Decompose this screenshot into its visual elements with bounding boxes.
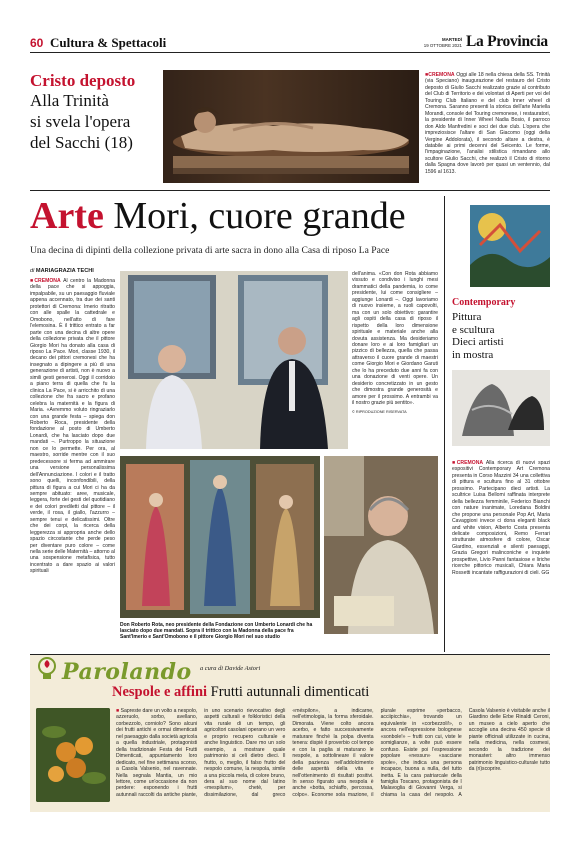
sidebar-headline-line-4: in mostra <box>452 348 494 361</box>
mori-portrait-photo <box>120 271 348 449</box>
sidebar-body <box>452 460 550 648</box>
mori-studio-photo <box>324 456 438 634</box>
column-byline: a cura di Davide Astori <box>200 665 261 672</box>
sidebar-sculpture-photo <box>452 370 550 446</box>
main-headline-rest: Mori, cuore grande <box>113 195 406 237</box>
main-headline <box>30 194 406 238</box>
main-body-col-1 <box>30 278 115 652</box>
column-body <box>116 708 550 808</box>
main-body-text-1: Al centro la Madonna della pace che si appoggia, impalpabile, su un paesaggio fluviale appena accennato, tra due dei santi protettori di Cremona: Imerio ritratto con alle spalle la cattedrale e Omobono, nell'atto di fare l'elemosina. È il trittico entrato a far parte con una decina di altre opere della collezione privata che il pittore Giorgio Mori ha donato alla casa di riposo La Pace. Mori, classe 1930, il decano dei pittori cremonesi che ha insegnato a dipingere a più di una generazione di artisti, non è nuovo a simili gesti generosi. Oggi il corridoio a piano terra di quella che fu la clinica La Pace, si è arricchito di una collezione che fra sacro e profano celebra la maternità e la figura di Maria. «Avremmo voluto ringraziarlo con una grande festa – spiega don Roberto Roca, presidente della fondazione al posto di Umberto Lonardi, che ha lasciato dopo due mandati –. Purtroppo la situazione non ce lo permette. Per ora, al maestro, sorride mentre con il suo predecessore si ferma ad ammirare una versione personalissima dell'Annunciazione. I colori e il tratto sono quelli, inconfondibili, della pittura di figura a cui Mori ci ha da sempre abituato: aree, musicale, leggera, forte dei gesti del quotidiano e dei colori prediletti dal pittore – il verde, il rosa, il giallo, l'azzurro – sempre tenui e delicatissimi. Oltre che dei corpi, la ricerca della leggerezza si appropria anche dello spazio circostante che perde peso per diventare puro colore – come nella serie delle Maternità – attorno al una sospensione metafisica, tutto incentrato a dare spazio ai valori spirituali <box>30 278 115 575</box>
main-subhead: Una decina di dipinti della collezione privata di arte sacra in dono alla Casa di riposo La Pace <box>30 245 390 256</box>
main-byline <box>30 268 94 274</box>
parolando-logo-word: Parolando <box>62 658 192 685</box>
nespole-photo <box>36 708 110 802</box>
header-day: MARTEDÌ <box>441 37 462 42</box>
main-story-divider <box>444 196 445 652</box>
main-body-col-3 <box>352 271 438 447</box>
cristo-deposto-illustration <box>163 70 419 183</box>
main-headline-accent: Arte <box>30 195 104 237</box>
header-rule <box>30 52 550 53</box>
top-story-lead: ■ CREMONA <box>425 72 455 78</box>
nespole-illustration <box>36 708 110 802</box>
header-date: 19 OTTOBRE 2021 <box>423 43 462 48</box>
sidebar-headline-line-2: e scultura <box>452 323 495 336</box>
top-headline-line-1: Alla Trinità <box>30 91 109 110</box>
top-story-text: Oggi alle 18 nella chiesa della SS. Trinità (via Speciano) inaugurazione del restauro del Cristo deposto di Giulio Sacchi realizzato grazie al contributo del Club di Territorio e dei volontari di Aperti per voi del Touring Club Italiano e del club Inner wheel di Cremona. Saranno presenti la storica dell'arte Mariella Morandi, console del Touring cremonese, i restauratori, la presidente di Inner Wheel Nadia Bosio, il parroco don Aldo Manfredini e soci dei due club. L'opera che impreziosisce l'altare di San Giacomo (oggi della Vergine Addolorata), il secondo altare a destra, è databile ai primi decenni del Seicento. Le forme, l'impaginazione, l'analisi stilistica rimandano allo scultore Giulio Sacchi, che realizzò il Cristo di ritorno dalla Spagna dove lavorò per quasi un ventennio, dal 1596 al 1613. <box>425 72 550 175</box>
section-title: Cultura & Spettacoli <box>50 35 167 50</box>
sidebar-artwork-photo <box>470 205 550 287</box>
column-headline-accent: Nespole e affini <box>112 684 208 700</box>
page-number: 60 <box>30 36 44 50</box>
column-lead <box>116 708 119 714</box>
main-reserved: © RIPRODUZIONE RISERVATA <box>352 409 407 414</box>
top-kicker: Cristo deposto <box>30 71 136 90</box>
sidebar-text: Alla ricerca di nuovi spazi espositivi Contemporary Art Cremona presenta in Corso Mazzini 34 una collettiva di pittura e scultura fino al 31 ottobre prossimo. Partecipano dieci artisti. La scultrice Luisa Bellomi raffinata interprete della bellezza femminile, Federico Bianchi con nature inanimate, Loredana Boldini che propone una personale Pop Art, Maria Cavaggioni invece ci dona eleganti black and white vision, Alberto Costa presenta delicate composizioni, Remo Ferrari strutturate atmosfere di colore, Oscar Giardino, essenziali e silenti paesaggi, Grazia Gregori malinconiche e inquiete prospettive, Livio Panni fantasiose e liriche ricerche pittorico musicali, Chiara Maria Rossetti incantate raffigurazioni di cieli. GG <box>452 460 550 576</box>
cristo-deposto-photo <box>163 70 419 183</box>
top-headline-line-2: si svela l'opera <box>30 112 131 131</box>
top-story-body <box>425 72 550 186</box>
lightbulb-icon <box>36 656 58 687</box>
triptych-photo <box>120 456 320 618</box>
byline-author: MARIAGRAZIA TECHI <box>35 268 94 274</box>
mori-portrait-illustration <box>120 271 348 449</box>
sidebar-kicker: Contemporary <box>452 297 516 308</box>
top-headline <box>30 90 133 153</box>
column-headline <box>112 684 369 701</box>
column-headline-rest: Frutti autunnali dimenticati <box>210 684 370 700</box>
masthead: La Provincia <box>466 33 548 50</box>
sidebar-headline <box>452 311 504 361</box>
mori-studio-illustration <box>324 456 438 634</box>
sidebar-sculpture-illustration <box>452 370 550 446</box>
main-photo-caption: Don Roberto Rota, neo presidente della Fondazione con Umberto Lonardi che ha lasciato dopo due mandati. Sopra il trittico con la Madonna della pace fra Sant'Imerio e Sant'Omobono e il pittore Giorgio Mori nel suo studio <box>120 622 313 640</box>
column-text: Sapreste dare un volto a nespolo, azzeruolo, sorbo, avellano, corbezzolo, corniolo? Sono alcuni dei frutti antichi e ormai dimenticati nel paesaggio dalla società agricola a quella industriale, protagonisti della tradizionale Festa dei Frutti Dimenticati, appuntamento loro dedicato, nel fine settimana scorso, a Casola Valsenio, nel ravennate. Nella segnala Mantia, un mio lettore, come un'occasione da non perdere: esponendo i frutti autunnali raccolti da antiche piante, in uno scenario rievocativo degli aspetti culturali e folkloristici della vita rurale di un tempo, gli agricoltori casolani operano un vero e proprio recupero culturale e anche linguistico. Dare mo un solo esempio, a mostrare quale patrimonio si celi dietro dieci. Il frutto, o, meglio, il falso frutto del nespolo comune, la nespola, simile a una piccola mela, di colore bruno, dera al suo nome dal latino «mespilum», chetè, per dissimilazione, dal greco «méspilon», a indicarne, nell'etimologia, la forma sferoidale. Dimorata. Viene colto ancora acerbo, e fatto successivamente maturare finché la polpa diventa tenera: dispiè il proverbio col tempo e con la paglia si maturano le nespole, a sottolineare il valore della pazienza nell'addolcimento delle asperità della vita e nell'ottenimento di risultati positivi. In senso figurato una nespola è anche «botta, schiaffo, percossa, colpo». Econome sola mazione, il plurale esprime «perbacco, acciipicchia», trovando un equivalente in «corbezzoli!», o ancora nell'espressione bolognese «sonbole!» – frutti con cui, viste le somiglianze, a volte può essere confuso. Esiste poi l'espressione popolare «nessun» «sacciane spole», che indica una persona incapace, buona a nulla, del tutto inetta. E la cara patriarcale della famiglia Toscano, protagonista de I Malavoglia di Giovanni Verga, si chiama la casa del nespolo. A Casola Valsenio è visitabile anche il Giardino delle Erbe Rinaldi Ceroni, un museo a cielo aperto che accoglie una decina 450 specie di piante officinali utilizzate in cucina, nella medicina, nella cosmesi, secondo la tradizione dei monasteri: altro immenso patrimonio linguistico-culturale tutto da (ri)scoprire. <box>116 708 550 798</box>
sidebar-headline-line-3: Dieci artisti <box>452 336 504 348</box>
sidebar-artwork-illustration <box>470 205 550 287</box>
top-story-rule <box>30 190 550 191</box>
main-body-lead: ■ CREMONA <box>30 278 61 284</box>
parolando-logo <box>36 656 192 686</box>
top-headline-line-3: del Sacchi (18) <box>30 133 133 152</box>
triptych-illustration <box>120 456 320 618</box>
sidebar-lead: ■ CREMONA <box>452 460 483 466</box>
byline-prefix: di <box>30 268 35 274</box>
main-body-text-3: dell'anima. «Con don Rota abbiamo vissuto e condiviso i lunghi mesi drammatici della pandemia, io come presidente, lui come consigliere – aggiunge Lonardi –. Oggi lavoriamo di nuovo insieme, a ruoli capovolti, ma con un solo obiettivo: garantire agli ospiti della casa di riposo il rispetto della loro dimensione spirituale e materiale anche alla dovuta assistenza. Ma desideriamo donare loro e ai loro famigliari un pizzico di bellezza, quella che passa attraverso il cuore grande di maestri come Giorgio Mori e Giordano Garuti che lo ha preceduto due anni fa con una donazione di venti opere. Un desiderio concretizzato in un gesto che dimostra grande generosità e amore per il prossimo. A entrambi va il nostro grazie più sentito». <box>352 271 438 407</box>
sidebar-headline-line-1: Pittura <box>452 311 482 323</box>
